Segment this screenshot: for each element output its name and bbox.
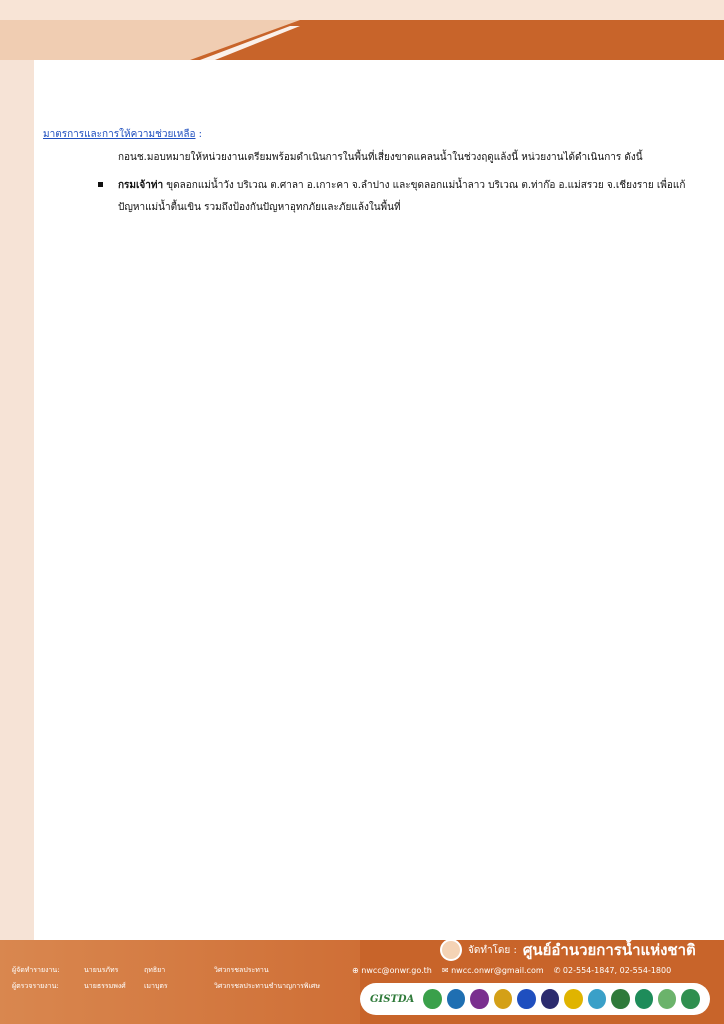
partner-logo-icon [588,989,606,1009]
phone-number: ✆ 02-554-1847, 02-554-1800 [553,966,672,975]
partner-logo-icon [564,989,582,1009]
org-prefix: จัดทำโดย : [468,944,517,956]
prepared-position: วิศวกรชลประทาน [214,966,269,974]
section-heading-link[interactable]: มาตรการและการให้ความช่วยเหลือ [43,129,196,140]
top-band [0,0,724,62]
contact-line [352,966,671,975]
prepared-label: ผู้จัดทำรายงาน: [12,966,60,974]
reviewed-last-name: เมาบุตร [144,982,168,990]
section-heading-suffix: : [195,129,203,140]
partner-logo-icon [611,989,629,1009]
org-credit [440,937,696,963]
reviewed-label: ผู้ตรวจรายงาน: [12,982,59,990]
section-heading [43,127,202,142]
email-link[interactable]: ✉ nwcc.onwr@gmail.com [441,966,544,975]
partner-logo-icon [447,989,465,1009]
nwcc-logo-icon [440,939,462,961]
reviewed-position: วิศวกรชลประทานชำนาญการพิเศษ [214,982,320,990]
intro-paragraph: กอนช.มอบหมายให้หน่วยงานเตรียมพร้อมดำเนินการในพื้นที่เสี่ยงขาดแคลนน้ำในช่วงฤดูแล้งนี้ หน่วยงานได้ดำเนินการ ดังนี้ [118,152,643,163]
website-link[interactable]: ⊕ nwcc@onwr.go.th [352,966,432,975]
square-bullet-icon [98,182,103,187]
partner-logo-icon [635,989,653,1009]
partner-logo-icon [658,989,676,1009]
reviewed-first-name: นายธรรมพงศ์ [84,982,126,990]
bullet-agency: กรมเจ้าท่า [118,180,164,191]
partner-logo-icon [517,989,535,1009]
partner-logo-icon [681,989,699,1009]
top-band-graphic [0,0,724,62]
gistda-logo: GISTDA [370,993,415,1005]
bullet-detail: ขุดลอกแม่น้ำวัง บริเวณ ต.ศาลา อ.เกาะคา จ.ลำปาง และขุดลอกแม่น้ำลาว บริเวณ ต.ท่าก๊อ อ.แม่สรวย จ.เชียงราย เพื่อแก้ปัญหาแม่น้ำตื้นเขิน รวมถึงป้องกันปัญหาอุทกภัยและภัยแล้งในพื้นที่ [118,180,686,213]
partner-logo-icon [494,989,512,1009]
left-margin-stripe [0,60,34,940]
prepared-first-name: นายนรภัทร [84,966,119,974]
org-name: ศูนย์อำนวยการน้ำแห่งชาติ [522,941,696,959]
partner-logo-icon [541,989,559,1009]
prepared-last-name: ฤทธิยา [144,966,166,974]
partner-logo-icon [423,989,441,1009]
bullet-item [98,175,698,219]
bullet-text [118,175,698,219]
partner-logo-strip [360,983,710,1015]
partner-logo-icon [470,989,488,1009]
